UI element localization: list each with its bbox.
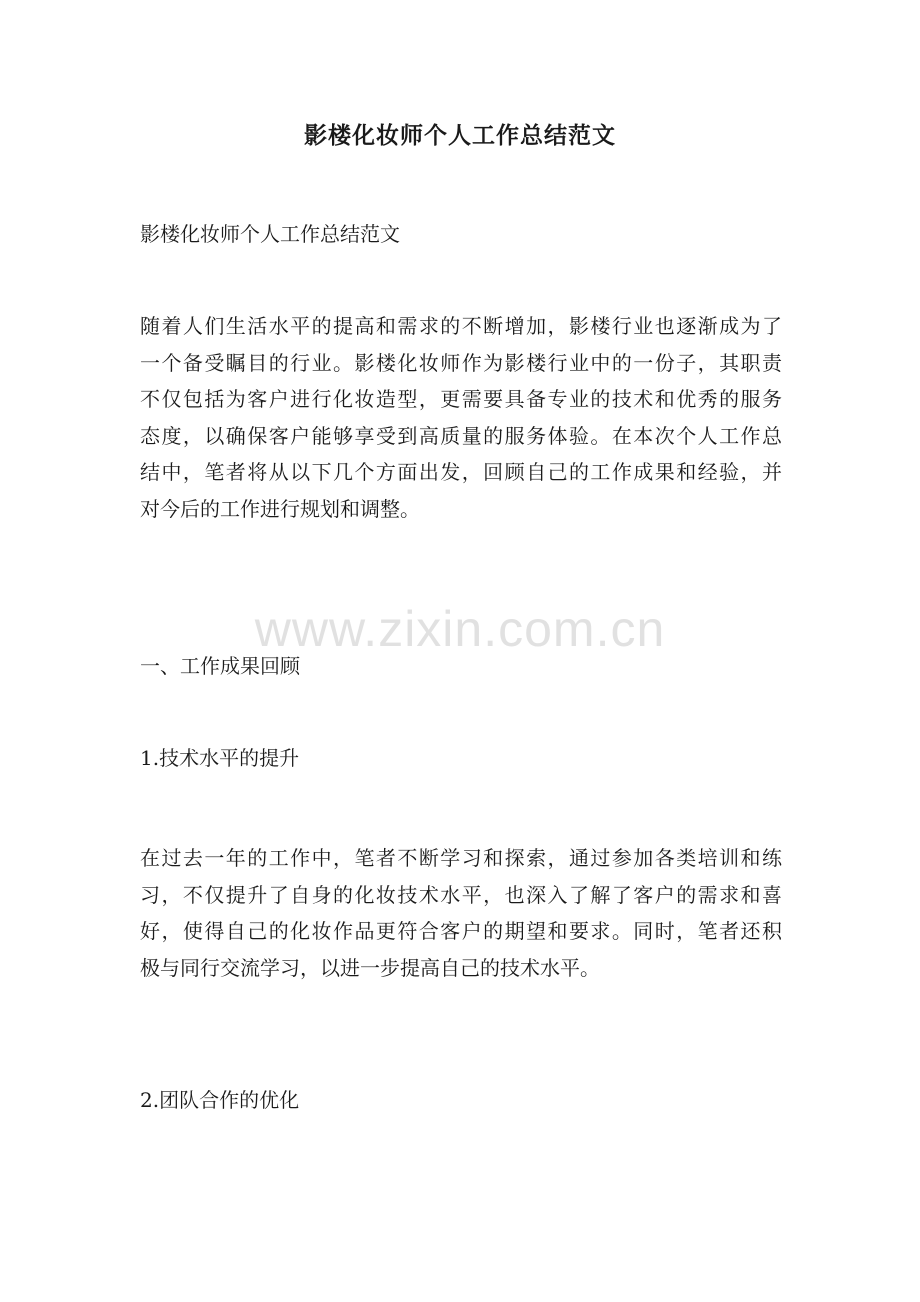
subsection-heading-2: 2.团队合作的优化 (140, 1088, 300, 1112)
subsection-heading-1: 1.技术水平的提升 (140, 746, 300, 770)
section-heading-1: 一、工作成果回顾 (140, 654, 300, 678)
intro-line: 随着人们生活水平的提高和需求的不断增加，影楼行业也逐渐成为了 (140, 314, 782, 338)
subsection-1-line: 习，不仅提升了自身的化妆技术水平，也深入了解了客户的需求和喜 (140, 882, 782, 907)
document-subtitle: 影楼化妆师个人工作总结范文 (140, 222, 400, 246)
intro-line: 对今后的工作进行规划和调整。 (140, 496, 420, 521)
intro-paragraph (140, 308, 782, 527)
intro-line: 态度，以确保客户能够享受到高质量的服务体验。在本次个人工作总 (140, 423, 782, 448)
subsection-1-line: 极与同行交流学习，以进一步提高自己的技术水平。 (140, 955, 600, 980)
intro-line: 不仅包括为客户进行化妆造型，更需要具备专业的技术和优秀的服务 (140, 387, 782, 411)
subsection-1-line: 好，使得自己的化妆作品更符合客户的期望和要求。同时，笔者还积 (140, 919, 782, 943)
subsection-1-paragraph (140, 840, 782, 986)
intro-line: 结中，笔者将从以下几个方面出发，回顾自己的工作成果和经验，并 (140, 460, 782, 484)
subsection-1-line: 在过去一年的工作中，笔者不断学习和探索，通过参加各类培训和练 (140, 846, 782, 870)
watermark: www.zixin.com.cn (254, 601, 666, 657)
document-title: 影楼化妆师个人工作总结范文 (304, 122, 616, 149)
intro-line: 一个备受瞩目的行业。影楼化妆师作为影楼行业中的一份子，其职责 (140, 350, 782, 375)
